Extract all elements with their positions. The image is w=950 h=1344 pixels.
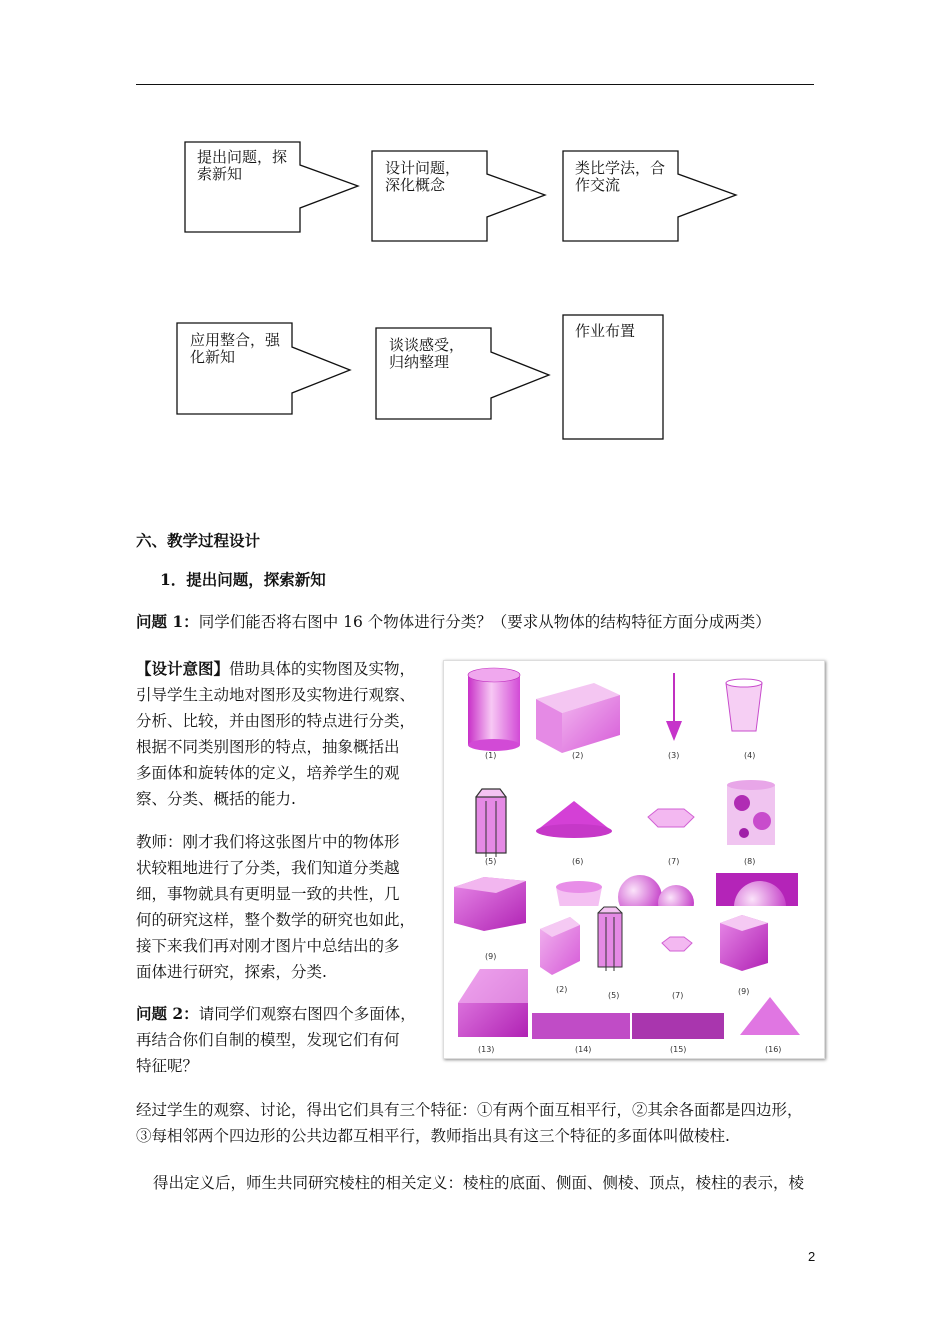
caption-14: (14) [575, 1045, 592, 1054]
caption-5: (5) [485, 857, 497, 866]
object-5-hex-prism [476, 789, 506, 857]
inset-caption-7: (7) [672, 991, 684, 1000]
caption-13: (13) [478, 1045, 495, 1054]
caption-3: (3) [668, 751, 680, 760]
observation-paragraph: 经过学生的观察、讨论，得出它们具有三个特征：①有两个面互相平行，②其余各面都是四边形， ③每相邻两个四边形的公共边都互相平行，教师指出具有这三个特征的多面体叫做棱柱. [136, 1101, 803, 1145]
inset-caption-9: (9) [738, 987, 750, 996]
objects-figure [443, 660, 825, 1059]
flow-step-1: 提出问题，探 索新知 [197, 148, 288, 183]
object-7-hex-slab [648, 809, 694, 827]
inset-caption-2: (2) [556, 985, 568, 994]
caption-4: (4) [744, 751, 756, 760]
page-number: 2 [808, 1249, 816, 1264]
caption-16: (16) [765, 1045, 782, 1054]
object-14-scene [532, 1013, 630, 1039]
caption-15: (15) [670, 1045, 687, 1054]
flow-step-3: 类比学法，合 作交流 [575, 159, 666, 194]
definition-paragraph: 得出定义后，师生共同研究棱柱的相关定义：棱柱的底面、侧面、侧棱、顶点，棱柱的表示，棱 [153, 1174, 805, 1192]
object-9-prism [454, 877, 526, 931]
object-8-mug [727, 780, 775, 845]
question-1-label: 问题 1： [136, 612, 199, 631]
inset-caption-5: (5) [608, 991, 620, 1000]
question-1-text: 同学们能否将右图中 16 个物体进行分类？（要求从物体的结构特征方面分成两类） [198, 613, 771, 631]
object-1-cylinder [468, 668, 520, 751]
object-13-frustum [458, 969, 528, 1037]
object-4-cup [726, 679, 762, 731]
caption-9: (9) [485, 952, 497, 961]
design-intent: 【设计意图】借助具体的实物图及实物， 引导学生主动地对图形及实物进行观察、 分析、比较，并由图形的特点进行分类， 根据不同类别图形的特点，抽象概括出 多面体和旋转体的定义，培养学生的观 察、分类、概括的能力. [136, 659, 416, 808]
question-2-label: 问题 2： [136, 1004, 199, 1023]
flow-step-5: 谈谈感受， 归纳整理 [389, 336, 465, 371]
teacher-paragraph: 教师：刚才我们将这张图片中的物体形 状较粗地进行了分类，我们知道分类越 细，事物就具有更明显一致的共性，几 何的研究这样，整个数学的研究也如此， 接下来我们再对刚才图片中总结出的多 面体进行研究，探索，分类. [136, 833, 416, 981]
object-3-plumb-bob [666, 673, 682, 741]
flow-step-2: 设计问题， 深化概念 [385, 159, 461, 194]
caption-6: (6) [572, 857, 584, 866]
caption-1: (1) [485, 751, 497, 760]
object-6-cone [536, 801, 612, 838]
flow-step-6: 作业布置 [575, 322, 636, 340]
inset-polyhedra-panel [526, 906, 816, 1012]
section-heading: 六、教学过程设计 [136, 531, 261, 550]
object-15-scene [632, 1013, 724, 1039]
caption-7: (7) [668, 857, 680, 866]
flow-step-4: 应用整合，强 化新知 [190, 331, 281, 366]
flowchart [0, 0, 950, 460]
object-2-box [536, 683, 620, 753]
question-2: 问题 2：请同学们观察右图四个多面体， 再结合你们自制的模型，发现它们有何 特征呢？ [136, 1004, 416, 1075]
design-intent-label: 【设计意图】 [136, 659, 230, 678]
caption-2: (2) [572, 751, 584, 760]
caption-8: (8) [744, 857, 756, 866]
section-subheading: 1．提出问题，探索新知 [160, 570, 326, 589]
question-1 [136, 609, 771, 635]
